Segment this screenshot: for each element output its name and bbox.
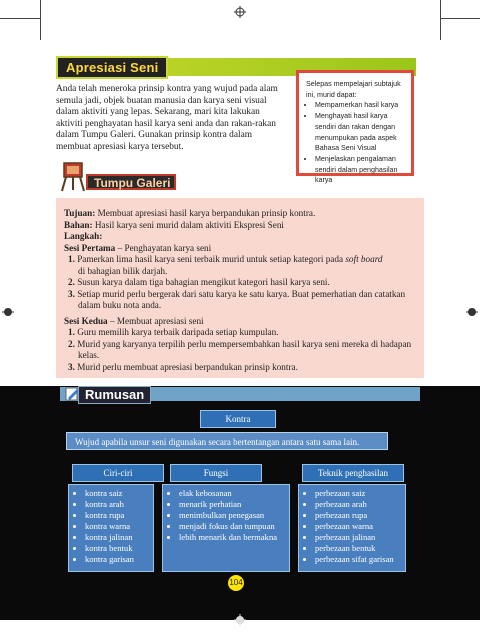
crop-mark xyxy=(40,0,41,40)
list-item: • menarik perhatian xyxy=(179,499,285,510)
bahan-label: Bahan: xyxy=(64,219,93,230)
list-item: • menimbulkan penegasan xyxy=(179,510,285,521)
objectives-list xyxy=(306,100,406,186)
list-item: • perbezaan sifat garisan xyxy=(315,554,401,565)
langkah-label: Langkah: xyxy=(64,231,103,241)
registration-mark-icon xyxy=(466,306,478,318)
objective-item: • Menghayati hasil karya sendiri dan rakan dengan menumpukan pada aspek Bahasa Seni Visual xyxy=(315,111,406,154)
session2-label: Sesi Kedua xyxy=(64,315,108,326)
registration-mark-icon xyxy=(2,306,14,318)
list-item: • perbezaan arah xyxy=(315,499,401,510)
list-item: • kontra jalinan xyxy=(85,532,149,543)
list-item: • perbezaan saiz xyxy=(315,488,401,499)
list-item: • perbezaan warna xyxy=(315,521,401,532)
activity-text xyxy=(64,208,420,373)
list-item: • kontra warna xyxy=(85,521,149,532)
session1-label: Sesi Pertama xyxy=(64,242,116,253)
gallery-heading: Tumpu Galeri xyxy=(86,174,176,190)
session2-title: – Membuat apresiasi seni xyxy=(109,315,204,326)
step-item: 1. Guru memilih karya terbaik daripada setiap kumpulan. xyxy=(68,327,279,337)
intro-paragraph: Anda telah meneroka prinsip kontra yang wujud pada alam semula jadi, objek buatan manusia dan karya seni visual dalam aktiviti yang lepas. Sekarang, mari kita lakukan aktiviti penghayatan hasil karya seni anda dan rakan-rakan dalam Tumpu Galeri. Gunakan prinsip kontra dalam membuat apresiasi karya tersebut. xyxy=(56,84,278,152)
column-head-ciri: Ciri-ciri xyxy=(72,464,164,482)
list-item: • kontra saiz xyxy=(85,488,149,499)
registration-mark-icon xyxy=(234,6,246,18)
learning-objectives-box xyxy=(296,70,414,185)
step-item: 1. Pamerkan lima hasil karya seni terbaik murid untuk setiap kategori pada soft board di bahagian bilik darjah. xyxy=(68,254,383,276)
section-title: Apresiasi Seni xyxy=(56,56,168,79)
concept-root: Kontra xyxy=(200,410,276,428)
list-item: • perbezaan rupa xyxy=(315,510,401,521)
list-item: • kontra garisan xyxy=(85,554,149,565)
objectives-lead: Selepas mempelajari subtajuk ini, murid dapat: xyxy=(306,80,401,99)
column-head-teknik: Teknik penghasilan xyxy=(302,464,404,482)
tujuan-label: Tujuan: xyxy=(64,208,96,218)
objective-item: • Menjelaskan pengalaman sendiri dalam penghasilan karya xyxy=(315,154,406,186)
objective-item: • Mempamerkan hasil karya xyxy=(315,100,406,111)
crop-mark xyxy=(0,18,40,19)
session1-title: – Penghayatan karya seni xyxy=(117,242,212,253)
step-item: 3. Murid perlu membuat apresiasi berpandukan prinsip kontra. xyxy=(68,361,298,372)
page-number: 104 xyxy=(228,575,244,591)
list-item: • perbezaan bentuk xyxy=(315,543,401,554)
column-teknik xyxy=(298,484,406,572)
registration-mark-icon xyxy=(234,614,246,626)
column-fungsi xyxy=(162,484,290,572)
list-item: • kontra rupa xyxy=(85,510,149,521)
step-item: 3. Setiap murid perlu bergerak dari satu karya ke satu karya. Buat pemerhatian dan catatkan dalam buku nota anda. xyxy=(68,288,406,310)
list-item: • perbezaan jalinan xyxy=(315,532,401,543)
bahan-text: Hasil karya seni murid dalam aktiviti Ekspresi Seni xyxy=(94,219,284,230)
summary-title: Rumusan xyxy=(78,386,151,404)
list-item: • lebih menarik dan bermakna xyxy=(179,532,285,543)
concept-definition: Wujud apabila unsur seni digunakan secara bertentangan antara satu sama lain. xyxy=(66,432,388,450)
tujuan-text: Membuat apresiasi hasil karya berpandukan prinsip kontra. xyxy=(97,208,316,218)
list-item: • kontra bentuk xyxy=(85,543,149,554)
list-item: • menjadi fokus dan tumpuan xyxy=(179,521,285,532)
list-item: • kontra arah xyxy=(85,499,149,510)
crop-mark xyxy=(440,18,480,19)
step-item: 2. Murid yang karyanya terpilih perlu mempersembahkan hasil karya seni mereka di hadapan kelas. xyxy=(68,338,412,360)
easel-icon xyxy=(60,160,86,192)
column-ciri xyxy=(68,484,154,572)
crop-mark xyxy=(440,0,441,40)
column-head-fungsi: Fungsi xyxy=(170,464,262,482)
list-item: • elak kebosanan xyxy=(179,488,285,499)
step-item: 2. Susun karya dalam tiga bahagian mengikut kategori hasil karya seni. xyxy=(68,277,330,287)
